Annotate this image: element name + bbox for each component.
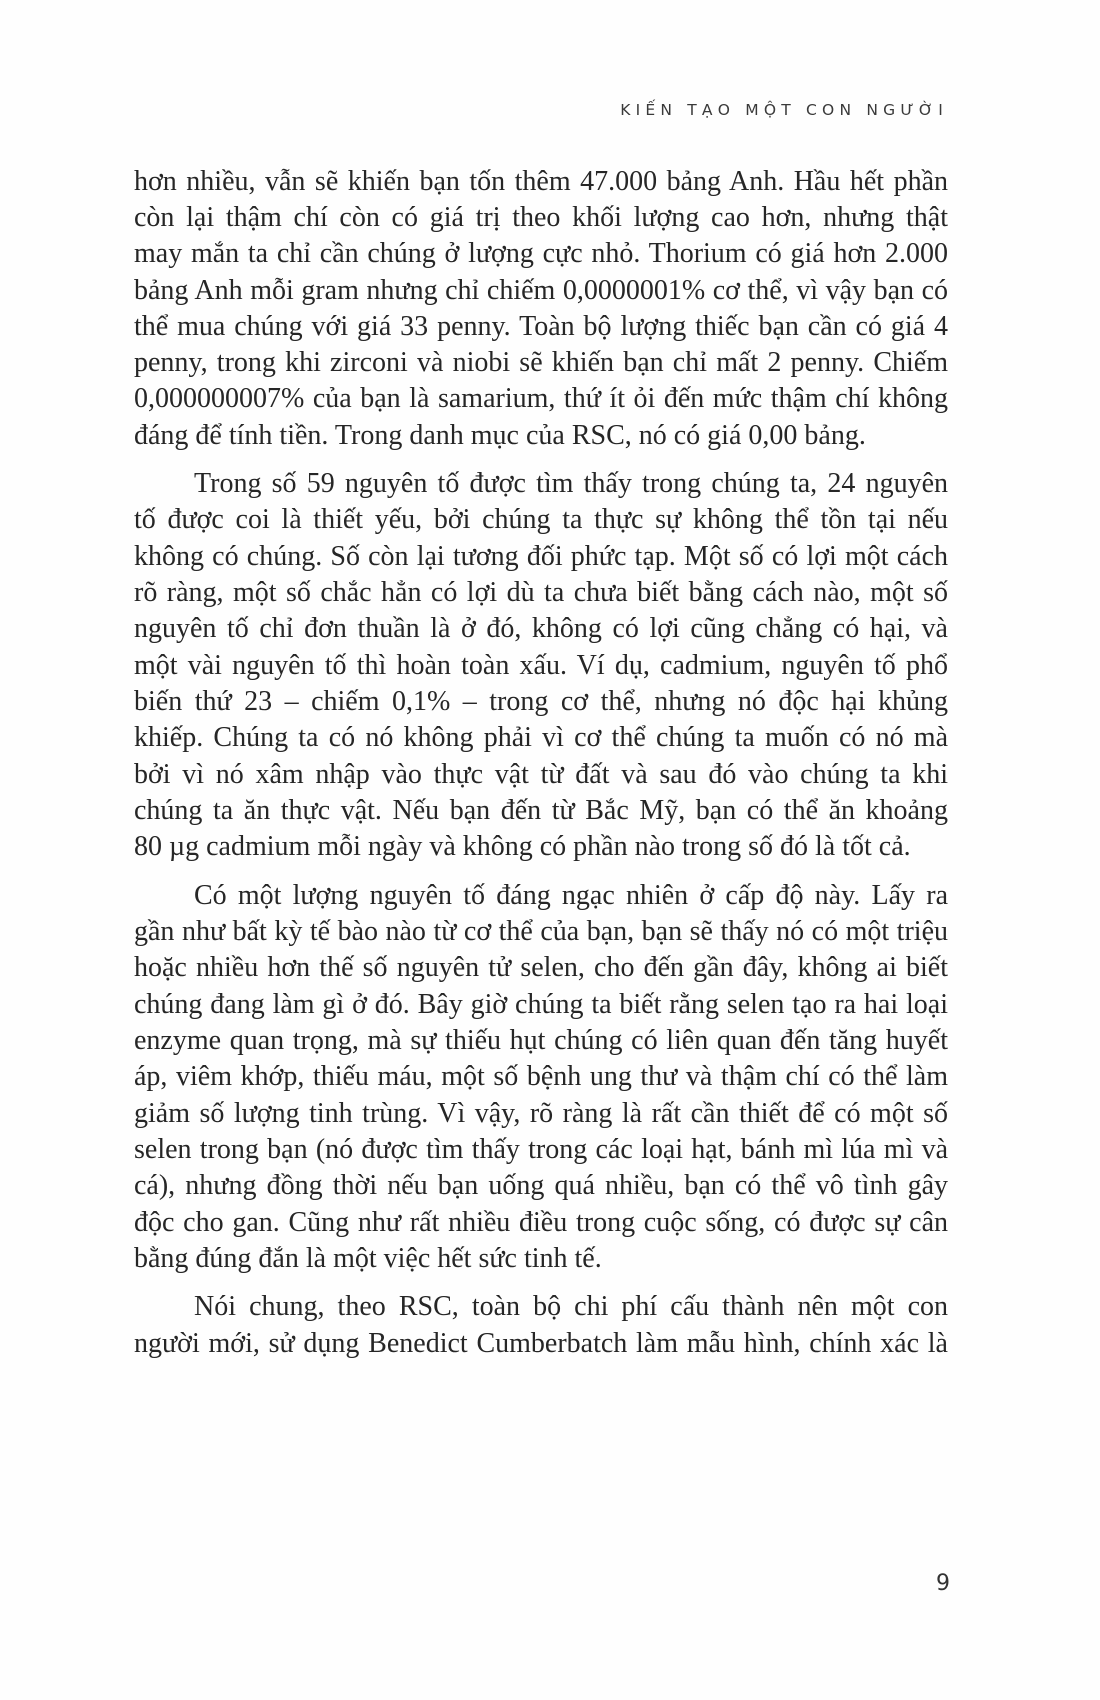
text-line: đáng để tính tiền. Trong danh mục của RSC, nó có giá 0,00 bảng.	[134, 420, 866, 451]
text-line: may mắn ta chỉ cần chúng ở lượng cực nhỏ. Thorium có giá hơn 2.000	[134, 238, 948, 269]
text-line: bảng Anh mỗi gram nhưng chỉ chiếm 0,0000001% cơ thể, vì vậy bạn có	[134, 275, 948, 306]
text-line: khiếp. Chúng ta có nó không phải vì cơ thể chúng ta muốn có nó mà	[134, 722, 948, 753]
text-line: thể mua chúng với giá 33 penny. Toàn bộ lượng thiếc bạn cần có giá 4	[134, 311, 948, 342]
text-line: một vài nguyên tố thì hoàn toàn xấu. Ví dụ, cadmium, nguyên tố phổ	[134, 650, 948, 681]
text-line: hơn nhiều, vẫn sẽ khiến bạn tốn thêm 47.000 bảng Anh. Hầu hết phần	[134, 166, 948, 197]
text-line: nguyên tố chỉ đơn thuần là ở đó, không có lợi cũng chẳng có hại, và	[134, 613, 948, 644]
text-line: chúng ta ăn thực vật. Nếu bạn đến từ Bắc Mỹ, bạn có thể ăn khoảng	[134, 795, 948, 826]
text-line: chúng đang làm gì ở đó. Bây giờ chúng ta biết rằng selen tạo ra hai loại	[134, 989, 948, 1020]
text-line: enzyme quan trọng, mà sự thiếu hụt chúng có liên quan đến tăng huyết	[134, 1025, 948, 1056]
text-line: penny, trong khi zirconi và niobi sẽ khiến bạn chỉ mất 2 penny. Chiếm	[134, 347, 948, 378]
text-line: biến thứ 23 – chiếm 0,1% – trong cơ thể, nhưng nó độc hại khủng	[134, 686, 948, 717]
text-line: selen trong bạn (nó được tìm thấy trong các loại hạt, bánh mì lúa mì và	[134, 1134, 948, 1165]
text-line: người mới, sử dụng Benedict Cumberbatch làm mẫu hình, chính xác là	[134, 1328, 948, 1359]
text-line: Trong số 59 nguyên tố được tìm thấy trong chúng ta, 24 nguyên	[194, 468, 948, 499]
text-line: giảm số lượng tinh trùng. Vì vậy, rõ ràng là rất cần thiết để có một số	[134, 1098, 948, 1129]
text-line: 80 µg cadmium mỗi ngày và không có phần nào trong số đó là tốt cả.	[134, 831, 911, 862]
text-line: áp, viêm khớp, thiếu máu, một số bệnh ung thư và thậm chí có thể làm	[134, 1061, 948, 1092]
text-line: bằng đúng đắn là một việc hết sức tinh tế.	[134, 1243, 602, 1274]
text-line: hoặc nhiều hơn thế số nguyên tử selen, cho đến gần đây, không ai biết	[134, 952, 948, 983]
text-line: 0,000000007% của bạn là samarium, thứ ít ỏi đến mức thậm chí không	[134, 383, 948, 414]
text-line: bởi vì nó xâm nhập vào thực vật từ đất và sau đó vào chúng ta khi	[134, 759, 948, 790]
text-line: Nói chung, theo RSC, toàn bộ chi phí cấu thành nên một con	[194, 1291, 948, 1322]
text-line: còn lại thậm chí còn có giá trị theo khối lượng cao hơn, nhưng thật	[134, 202, 948, 233]
running-header-title: KIẾN TẠO MỘT CON NGƯỜI	[620, 101, 948, 119]
text-line: Có một lượng nguyên tố đáng ngạc nhiên ở cấp độ này. Lấy ra	[194, 880, 948, 911]
page-number: 9	[936, 1571, 950, 1596]
text-line: độc cho gan. Cũng như rất nhiều điều trong cuộc sống, có được sự cân	[134, 1207, 948, 1238]
text-line: rõ ràng, một số chắc hẳn có lợi dù ta chưa biết bằng cách nào, một số	[134, 577, 948, 608]
text-line: gần như bất kỳ tế bào nào từ cơ thể của bạn, bạn sẽ thấy nó có một triệu	[134, 916, 948, 947]
text-line: cá), nhưng đồng thời nếu bạn uống quá nhiều, bạn có thể vô tình gây	[134, 1170, 948, 1201]
text-line: tố được coi là thiết yếu, bởi chúng ta thực sự không thể tồn tại nếu	[134, 504, 948, 535]
text-line: không có chúng. Số còn lại tương đối phức tạp. Một số có lợi một cách	[134, 541, 948, 572]
